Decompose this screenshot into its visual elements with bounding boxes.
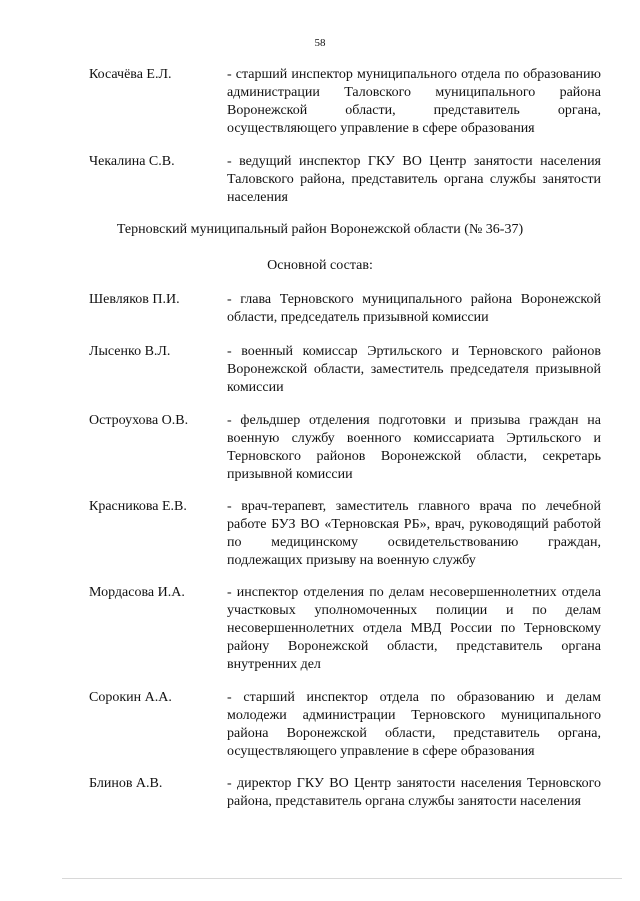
- member-name: Красникова Е.В.: [89, 499, 187, 514]
- page-bottom-rule: [62, 878, 622, 879]
- member-description: - врач-терапевт, заместитель главного врача по лечебной работе БУЗ ВО «Терновская РБ», врач, руководящий работой по медицинскому освидетельствованию граждан, подлежащих призыву на военную службу: [227, 499, 601, 568]
- member-name: Сорокин А.А.: [89, 690, 172, 705]
- district-heading: Терновский муниципальный район Воронежской области (№ 36-37): [116, 222, 524, 237]
- member-description: - ведущий инспектор ГКУ ВО Центр занятости населения Таловского района, представитель органа службы занятости населения: [227, 154, 601, 205]
- member-name: Остроухова О.В.: [89, 413, 189, 428]
- member-name: Косачёва Е.Л.: [89, 67, 172, 82]
- member-description: - старший инспектор отдела по образованию и делам молодежи администрации Терновского муниципального района Воронежской области, представитель органа, осуществляющего управление в сфере образования: [227, 690, 601, 759]
- member-name: Блинов А.В.: [89, 776, 163, 791]
- member-description: - глава Терновского муниципального района Воронежской области, председатель призывной комиссии: [227, 292, 601, 325]
- member-name: Мордасова И.А.: [89, 585, 185, 600]
- page-number: 58: [314, 37, 326, 49]
- member-name: Чекалина С.В.: [89, 154, 175, 169]
- member-description: - фельдшер отделения подготовки и призыва граждан на военную службу военного комиссариата Эртильского и Терновского районов Воронежской области, секретарь призывной комиссии: [227, 413, 601, 482]
- member-name: Шевляков П.И.: [89, 292, 180, 307]
- member-description: - старший инспектор муниципального отдела по образованию администрации Таловского муниципального района Воронежской области, представитель органа, осуществляющего управление в сфере образования: [227, 67, 601, 136]
- composition-heading: Основной состав:: [267, 258, 373, 273]
- member-description: - директор ГКУ ВО Центр занятости населения Терновского района, представитель органа службы занятости населения: [227, 776, 601, 809]
- member-description: - инспектор отделения по делам несовершеннолетних отдела участковых уполномоченных полиции и по делам несовершеннолетних отдела МВД России по Терновскому району Воронежской области, представитель органа внутренних дел: [227, 585, 601, 672]
- member-name: Лысенко В.Л.: [89, 344, 171, 359]
- member-description: - военный комиссар Эртильского и Терновского районов Воронежской области, заместитель председателя призывной комиссии: [227, 344, 601, 395]
